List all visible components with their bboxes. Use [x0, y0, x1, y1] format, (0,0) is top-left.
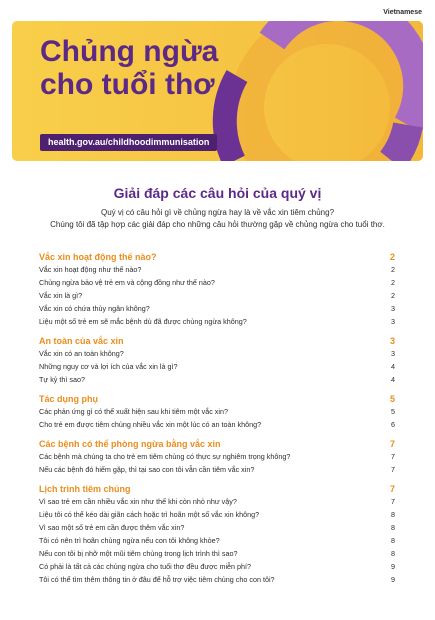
- toc-section-heading[interactable]: [39, 484, 395, 497]
- intro-line-1: Quý vị có câu hỏi gì về chủng ngừa hay là về vắc xin tiêm chủng?: [100, 208, 335, 217]
- toc-section-title: Lịch trình tiêm chủng: [39, 484, 131, 494]
- toc-entry[interactable]: [39, 375, 395, 388]
- toc-entry-page: 4: [391, 362, 395, 371]
- hero-banner: [12, 21, 423, 161]
- toc-entry-title: Vắc xin có an toàn không?: [39, 349, 124, 358]
- toc-entry-title: Chủng ngừa bảo vệ trẻ em và cộng đồng như thế nào?: [39, 278, 215, 287]
- toc-entry-page: 8: [391, 523, 395, 532]
- toc-section-title: Các bệnh có thể phòng ngừa bằng vắc xin: [39, 439, 221, 449]
- website-link[interactable]: health.gov.au/childhoodimmunisation: [40, 134, 217, 151]
- toc-entry-title: Liệu một số trẻ em sẽ mắc bệnh dù đã được chủng ngừa không?: [39, 317, 247, 326]
- toc-entry[interactable]: [39, 317, 395, 330]
- toc-section: [39, 394, 395, 433]
- toc-entry-page: 7: [391, 452, 395, 461]
- toc-entry-title: Có phải là tất cả các chủng ngừa cho tuổi thơ đều được miễn phí?: [39, 562, 252, 571]
- toc-entry-title: Vì sao trẻ em cần nhiều vắc xin như thế khi còn nhỏ như vậy?: [39, 497, 237, 506]
- toc-entry[interactable]: [39, 549, 395, 562]
- toc-entry[interactable]: [39, 452, 395, 465]
- toc-entry[interactable]: [39, 536, 395, 549]
- toc-entry[interactable]: [39, 291, 395, 304]
- toc-entry[interactable]: [39, 510, 395, 523]
- toc-entry-page: 2: [391, 265, 395, 274]
- toc-section-title: Vắc xin hoạt động thế nào?: [39, 252, 157, 262]
- toc-section-page: 2: [389, 252, 395, 262]
- toc-entry-page: 3: [391, 349, 395, 358]
- toc-entry-title: Những nguy cơ và lợi ích của vắc xin là gì?: [39, 362, 178, 371]
- toc-entry-page: 8: [391, 549, 395, 558]
- toc-entry-title: Tôi có thể tìm thêm thông tin ở đâu để hỗ trợ việc tiêm chủng cho con tôi?: [39, 575, 275, 584]
- toc-entry-page: 4: [391, 375, 395, 384]
- toc-section: [39, 336, 395, 388]
- toc-entry-page: 7: [391, 465, 395, 474]
- toc-section-heading[interactable]: [39, 252, 395, 265]
- toc-entry-page: 2: [391, 291, 395, 300]
- toc-section-title: Tác dụng phụ: [39, 394, 98, 404]
- toc-section-page: 7: [389, 484, 395, 494]
- hero-title-line1: Chủng ngừa: [40, 35, 219, 68]
- toc-section-heading[interactable]: [39, 336, 395, 349]
- toc-entry-title: Tôi có nên trì hoãn chủng ngừa nếu con tôi không khỏe?: [39, 536, 220, 545]
- toc-entry-page: 8: [391, 536, 395, 545]
- toc-section: [39, 484, 395, 588]
- toc-section: [39, 252, 395, 330]
- toc-section-page: 5: [389, 394, 395, 404]
- toc-entry[interactable]: [39, 523, 395, 536]
- toc-entry-page: 6: [391, 420, 395, 429]
- toc-entry-page: 5: [391, 407, 395, 416]
- toc-entry-title: Tự kỷ thì sao?: [39, 375, 85, 384]
- hero-title-line2: cho tuổi thơ: [40, 68, 215, 101]
- toc-entry-page: 9: [391, 562, 395, 571]
- intro-line-2: Chúng tôi đã tập hợp các giải đáp cho những câu hỏi thường gặp về chủng ngừa cho tuổi thơ.: [50, 220, 385, 229]
- page-title: Giải đáp các câu hỏi của quý vị: [113, 185, 322, 201]
- toc-entry[interactable]: [39, 407, 395, 420]
- toc-section: [39, 439, 395, 478]
- toc-entry[interactable]: [39, 497, 395, 510]
- toc-entry-page: 2: [391, 278, 395, 287]
- toc-entry[interactable]: [39, 265, 395, 278]
- toc-section-heading[interactable]: [39, 439, 395, 452]
- toc-entry-title: Vắc xin hoạt động như thế nào?: [39, 265, 142, 274]
- toc-entry[interactable]: [39, 562, 395, 575]
- toc-entry-title: Các bệnh mà chúng ta cho trẻ em tiêm chủng có thực sự nghiêm trọng không?: [39, 452, 291, 461]
- toc-entry-title: Vắc xin có chứa thủy ngân không?: [39, 304, 150, 313]
- toc-entry-title: Nếu con tôi bị nhỡ một mũi tiêm chủng trong lịch trình thì sao?: [39, 549, 238, 558]
- toc-entry-title: Nếu các bệnh đó hiếm gặp, thì tại sao con tôi vẫn cần tiêm vắc xin?: [39, 465, 255, 474]
- toc-entry[interactable]: [39, 420, 395, 433]
- toc-entry[interactable]: [39, 575, 395, 588]
- toc-entry[interactable]: [39, 465, 395, 478]
- toc-entry-page: 9: [391, 575, 395, 584]
- toc-entry-page: 7: [391, 497, 395, 506]
- table-of-contents: [39, 252, 395, 594]
- toc-entry[interactable]: [39, 278, 395, 291]
- toc-entry-title: Liệu tôi có thể kéo dài giãn cách hoặc trì hoãn một số vắc xin không?: [39, 510, 260, 519]
- toc-entry-page: 8: [391, 510, 395, 519]
- toc-entry[interactable]: [39, 349, 395, 362]
- hero-title: [40, 35, 218, 101]
- toc-section-title: An toàn của vắc xin: [39, 336, 124, 346]
- toc-section-page: 7: [389, 439, 395, 449]
- toc-entry-title: Vì sao một số trẻ em cần được thêm vắc xin?: [39, 523, 185, 532]
- toc-entry[interactable]: [39, 304, 395, 317]
- toc-entry-page: 3: [391, 317, 395, 326]
- toc-entry-title: Cho trẻ em được tiêm chủng nhiều vắc xin một lúc có an toàn không?: [39, 420, 262, 429]
- toc-entry-title: Vắc xin là gì?: [39, 291, 83, 300]
- toc-section-page: 3: [389, 336, 395, 346]
- language-label: Vietnamese: [383, 9, 422, 16]
- toc-section-heading[interactable]: [39, 394, 395, 407]
- toc-entry-page: 3: [391, 304, 395, 313]
- toc-entry-title: Các phản ứng gì có thể xuất hiện sau khi tiêm một vắc xin?: [39, 407, 228, 416]
- toc-entry[interactable]: [39, 362, 395, 375]
- intro-text: [0, 207, 435, 231]
